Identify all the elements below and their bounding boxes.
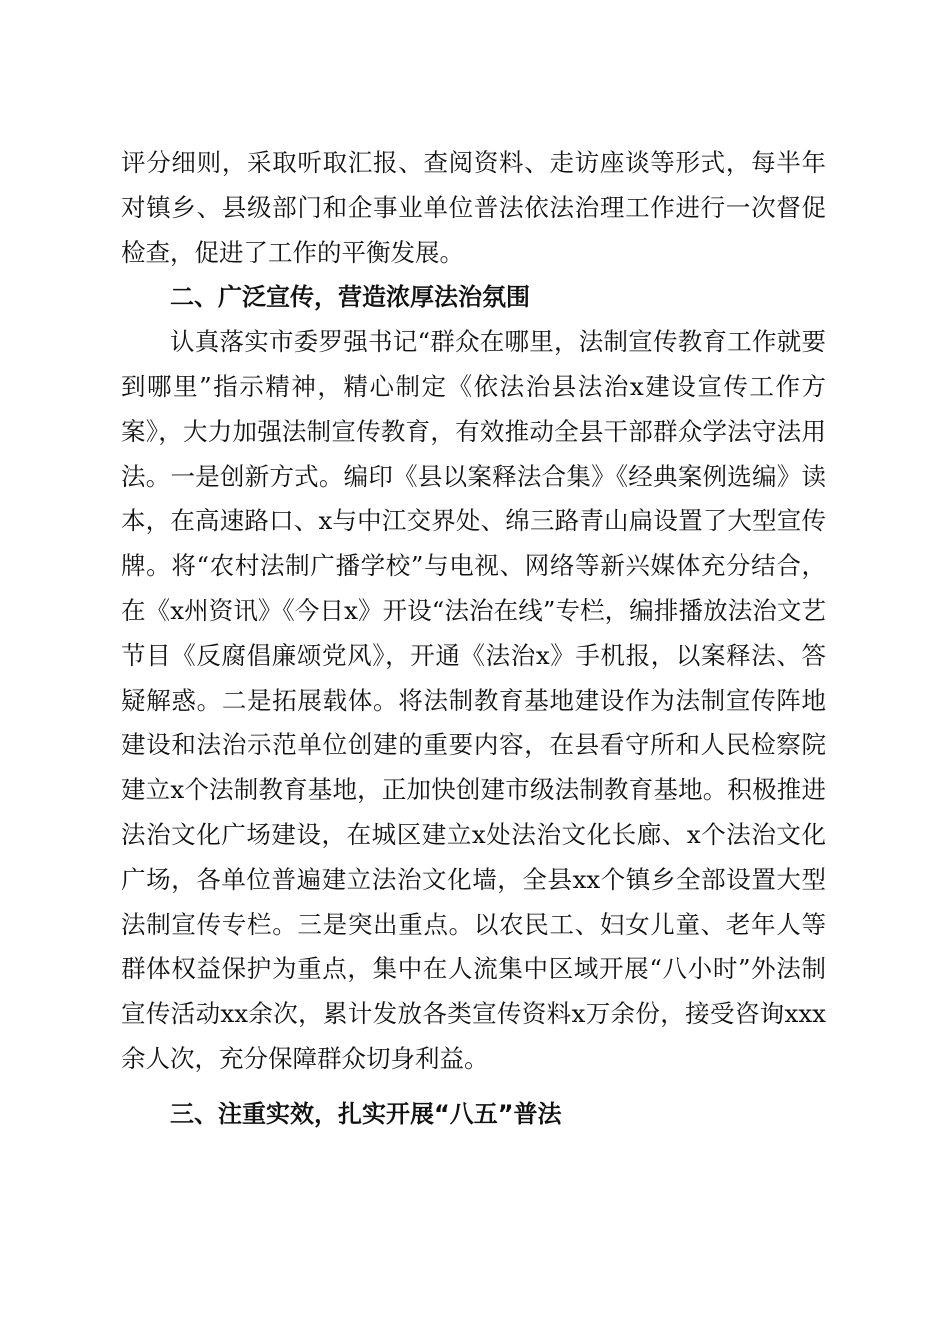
paragraph-publicity-details: 认真落实市委罗强书记“群众在哪里，法制宣传教育工作就要到哪里”指示精神，精心制定《依法治县法治x建设宣传工作方案》，大力加强法制宣传教育，有效推动全县干部群众学法守法用法。一是创新方式。编印《县以案释法合集》《经典案例选编》读本，在高速路口、x与中江交界处、绵三路青山扁设置了大型宣传牌。将“农村法制广播学校”与电视、网络等新兴媒体充分结合，在《x州资讯》《今日x》开设“法治在线”专栏，编排播放法治文艺节目《反腐倡廉颂党风》，开通《法治x》手机报，以案释法、答疑解惑。二是拓展载体。将法制教育基地建设作为法制宣传阵地建设和法治示范单位创建的重要内容，在县看守所和人民检察院建立x个法制教育基地，正加快创建市级法制教育基地。积极推进法治文化广场建设，在城区建立x处法治文化长廊、x个法治文化广场，各单位普遍建立法治文化墙，全县xx个镇乡全部设置大型法制宣传专栏。三是突出重点。以农民工、妇女儿童、老年人等群体权益保护为重点，集中在人流集中区域开展“八小时”外法制宣传活动xx余次，累计发放各类宣传资料x万余份，接受咨询xxx余人次，充分保障群众切身利益。 xyxy=(121,327,826,1073)
section-heading-eighth-five-year-plan: 三、注重实效，扎实开展“八五”普法 xyxy=(170,1099,562,1128)
document-body xyxy=(121,141,826,1137)
paragraph-evaluation-rules: 评分细则，采取听取汇报、查阅资料、走访座谈等形式，每半年对镇乡、县级部门和企事业单位普法依法治理工作进行一次督促检查，促进了工作的平衡发展。 xyxy=(121,148,826,267)
section-heading-publicity: 二、广泛宣传，营造浓厚法治氛围 xyxy=(170,283,530,312)
